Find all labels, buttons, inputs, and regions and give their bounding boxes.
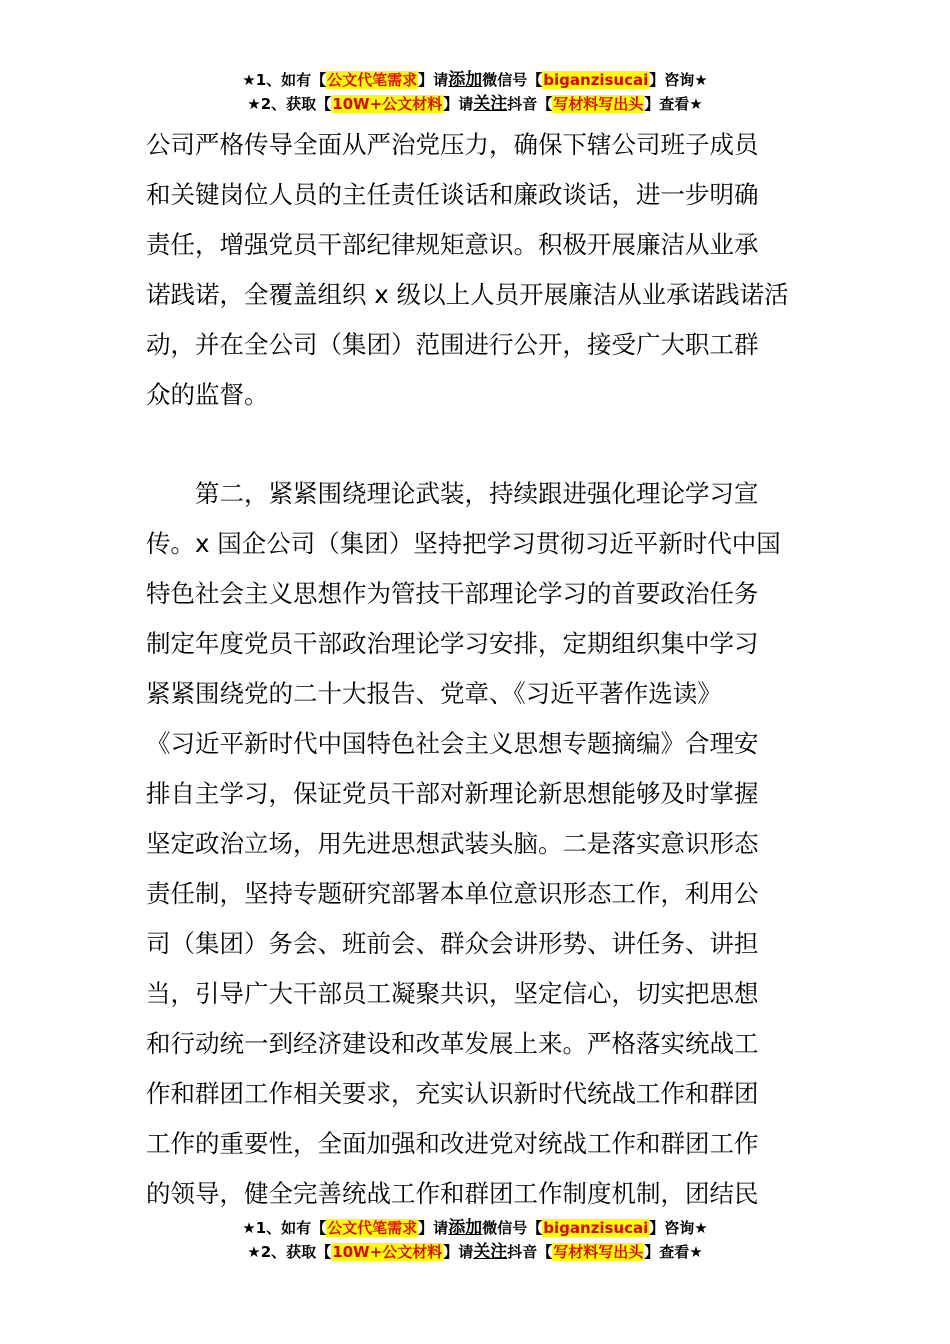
banner-text: 】请: [443, 95, 474, 113]
banner-text: 微信号【: [482, 71, 543, 89]
banner-text: 】请: [418, 71, 449, 89]
banner-text: 】查看★: [644, 1243, 703, 1261]
text-line: 和行动统一到经济建设和改革发展上来。严格落实统战工: [146, 1029, 759, 1058]
text-line: 动，并在全公司（集团）范围进行公开，接受广大职工群: [146, 330, 759, 359]
banner-text: 】请: [443, 1243, 474, 1261]
text-line: 《习近平新时代中国特色社会主义思想专题摘编》合理安: [146, 729, 759, 758]
bottom-banner: [0, 1216, 950, 1264]
banner-text: ★1、如有【: [242, 1219, 327, 1237]
text-line: 坚定政治立场，用先进思想武装头脑。二是落实意识形态: [146, 829, 759, 858]
text-line: 司（集团）务会、班前会、群众会讲形势、讲任务、讲担: [146, 929, 759, 958]
text-line: 当，引导广大干部员工凝聚共识，坚定信心，切实把思想: [146, 979, 759, 1008]
banner-line-2: [0, 1240, 950, 1264]
text-line: 责任，增强党员干部纪律规矩意识。积极开展廉洁从业承: [146, 230, 759, 259]
banner-highlight: biganzisucai: [543, 1219, 649, 1237]
text-line: 的领导，健全完善统战工作和群团工作制度机制，团结民: [146, 1179, 759, 1208]
text-line: 公司严格传导全面从严治党压力，确保下辖公司班子成员: [146, 130, 759, 159]
banner-highlight: 写材料写出头: [553, 95, 644, 113]
paragraph-1: [146, 120, 811, 420]
banner-text: 】咨询★: [649, 71, 708, 89]
text-line: 工作的重要性，全面加强和改进党对统战工作和群团工作: [146, 1129, 759, 1158]
banner-highlight: 公文代笔需求: [327, 1219, 418, 1237]
banner-underlined: 关注: [473, 94, 508, 114]
banner-highlight: 10W+公文材料: [332, 95, 443, 113]
text-line: 特色社会主义思想作为管技干部理论学习的首要政治任务: [146, 579, 759, 608]
banner-underlined: 添加: [448, 70, 483, 90]
text-line: 紧紧围绕党的二十大报告、党章、《习近平著作选读》: [146, 679, 722, 708]
text-line: 和关键岗位人员的主任责任谈话和廉政谈话，进一步明确: [146, 180, 759, 209]
text-line: 众的监督。: [146, 380, 269, 409]
top-banner: [0, 68, 950, 116]
banner-highlight: biganzisucai: [543, 71, 649, 89]
banner-line-2: [0, 92, 950, 116]
banner-line-1: [0, 68, 950, 92]
text-line: 制定年度党员干部政治理论学习安排，定期组织集中学习: [146, 629, 759, 658]
banner-text: 】咨询★: [649, 1219, 708, 1237]
banner-text: 抖音【: [507, 95, 553, 113]
text-line: 作和群团工作相关要求，充实认识新时代统战工作和群团: [146, 1079, 759, 1108]
banner-underlined: 添加: [448, 1218, 483, 1238]
banner-text: 】查看★: [644, 95, 703, 113]
banner-underlined: 关注: [473, 1242, 508, 1262]
banner-highlight: 公文代笔需求: [327, 71, 418, 89]
banner-text: ★1、如有【: [242, 71, 327, 89]
banner-highlight: 写材料写出头: [553, 1243, 644, 1261]
banner-text: ★2、获取【: [247, 95, 332, 113]
text-line: 诺践诺，全覆盖组织 x 级以上人员开展廉洁从业承诺践诺活: [146, 280, 789, 309]
text-line: 责任制，坚持专题研究部署本单位意识形态工作，利用公: [146, 879, 759, 908]
paragraph-2: [146, 469, 811, 1219]
text-line: 排自主学习，保证党员干部对新理论新思想能够及时掌握: [146, 779, 759, 808]
text-line: 传。x 国企公司（集团）坚持把学习贯彻习近平新时代中国: [146, 529, 781, 558]
text-line: 第二，紧紧围绕理论武装，持续跟进强化理论学习宣: [195, 479, 759, 508]
banner-line-1: [0, 1216, 950, 1240]
banner-text: 抖音【: [507, 1243, 553, 1261]
banner-text: 】请: [418, 1219, 449, 1237]
banner-text: ★2、获取【: [247, 1243, 332, 1261]
banner-text: 微信号【: [482, 1219, 543, 1237]
banner-highlight: 10W+公文材料: [332, 1243, 443, 1261]
